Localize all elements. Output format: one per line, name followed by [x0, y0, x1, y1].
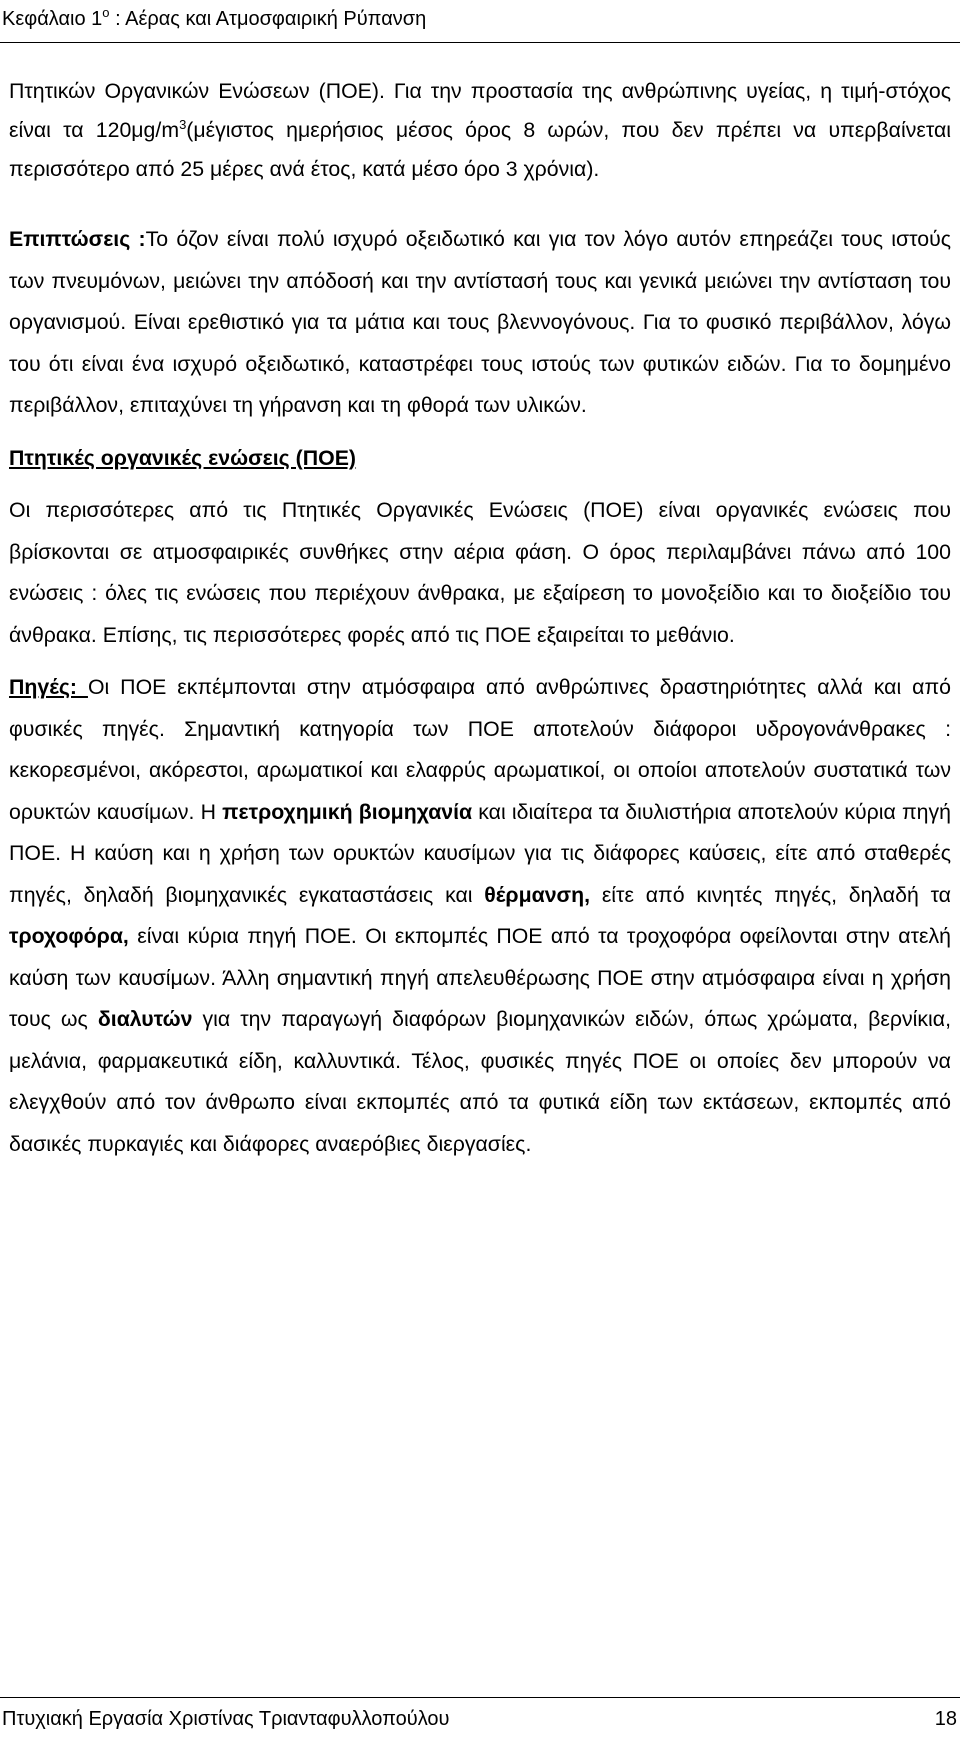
paragraph-sources: Πηγές: Οι ΠΟΕ εκπέμπονται στην ατμόσφαιρα από ανθρώπινες δραστηριότητες αλλά και από φυσικές πηγές. Σημαντική κατηγορία των ΠΟΕ αποτελούν διάφοροι υδρογονάνθρακες : κεκορεσμένοι, ακόρεστοι, αρωματικοί και ελαφρύς αρωματικοί, οι οποίοι αποτελούν συστατικά των ορυκτών καυσίμων. Η πετροχημική βιομηχανία και ιδιαίτερα τα διυλιστήρια αποτελούν κύρια πηγή ΠΟΕ. Η καύση και η χρήση των ορυκτών καυσίμων για τις διάφορες καύσεις, είτε από σταθερές πηγές, δηλαδή βιομηχανικές εγκαταστάσεις και θέρμανση, είτε από κινητές πηγές, δηλαδή τα τροχοφόρα, είναι κύρια πηγή ΠΟΕ. Οι εκπομπές ΠΟΕ από τα τροχοφόρα οφείλονται στην ατελή καύση των καυσίμων. Άλλη σημαντική πηγή απελευθέρωσης ΠΟΕ στην ατμόσφαιρα είναι η χρήση τους ως διαλυτών για την παραγωγή διαφόρων βιομηχανικών ειδών, όπως χρώματα, βερνίκια, μελάνια, φαρμακευτικά είδη, καλλυντικά. Τέλος, φυσικές πηγές ΠΟΕ οι οποίες δεν μπορούν να ελεγχθούν από τον άνθρωπο είναι εκπομπές από τα φυτικά είδη των εκτάσεων, εκπομπές από δασικές πυρκαγιές και διάφορες αναερόβιες διεργασίες.: [9, 675, 952, 1156]
document-body: [9, 72, 951, 1165]
footer-author: Πτυχιακή Εργασία Χριστίνας Τριανταφυλλοπούλου: [2, 1708, 450, 1730]
paragraph-definition: Οι περισσότερες από τις Πτητικές Οργανικές Ενώσεις (ΠΟΕ) είναι οργανικές ενώσεις που βρίσκονται σε ατμοσφαιρικές συνθήκες στην αέρια φάση. Ο όρος περιλαμβάνει πάνω από 100 ενώσεις : όλες τις ενώσεις που περιέχουν άνθρακα, με εξαίρεση το μονοξείδιο και το διοξείδιο του άνθρακα. Επίσης, τις περισσότερες φορές από τις ΠΟΕ εξαιρείται το μεθάνιο.: [9, 498, 951, 647]
effects-label: Επιπτώσεις :: [9, 227, 146, 251]
sources-label: Πηγές:: [9, 675, 88, 699]
chapter-title: Κεφάλαιο $1^o$ : Αέρας και Ατμοσφαιρική Ρύπανση: [2, 5, 427, 30]
paragraph-target-value: Πτητικών Οργανικών Ενώσεων (ΠΟΕ). Για την προστασία της ανθρώπινης υγείας, η τιμή-στόχος είναι τα $120\mu g/m^3(\mu έ\gamma\iota\sigma\tau o\varsigma$ ημερήσιος μέσος όρος 8 ωρών, που δεν πρέπει να υπερβαίνεται περισσότερο από 25 μέρες ανά έτος, κατά μέσο όρο 3 χρόνια).: [9, 79, 951, 181]
page-number: 18: [934, 1708, 957, 1730]
page-header: [0, 2, 960, 43]
paragraph-effects: Επιπτώσεις :Το όζον είναι πολύ ισχυρό οξειδωτικό και για τον λόγο αυτόν επηρεάζει τους ιστούς των πνευμόνων, μειώνει την απόδοσή και την αντίστασή τους και γενικά μειώνει την αντίσταση του οργανισμού. Είναι ερεθιστικό για τα μάτια και τους βλεννογόνους. Για το φυσικό περιβάλλον, λόγω του ότι είναι ένα ισχυρό οξειδωτικό, καταστρέφει τους ιστούς των φυτικών ειδών. Για το δομημένο περιβάλλον, επιταχύνει τη γήρανση και τη φθορά των υλικών.: [9, 227, 951, 417]
page-footer: [0, 1697, 960, 1738]
section-heading: Πτητικές οργανικές ενώσεις (ΠΟΕ): [9, 445, 357, 470]
